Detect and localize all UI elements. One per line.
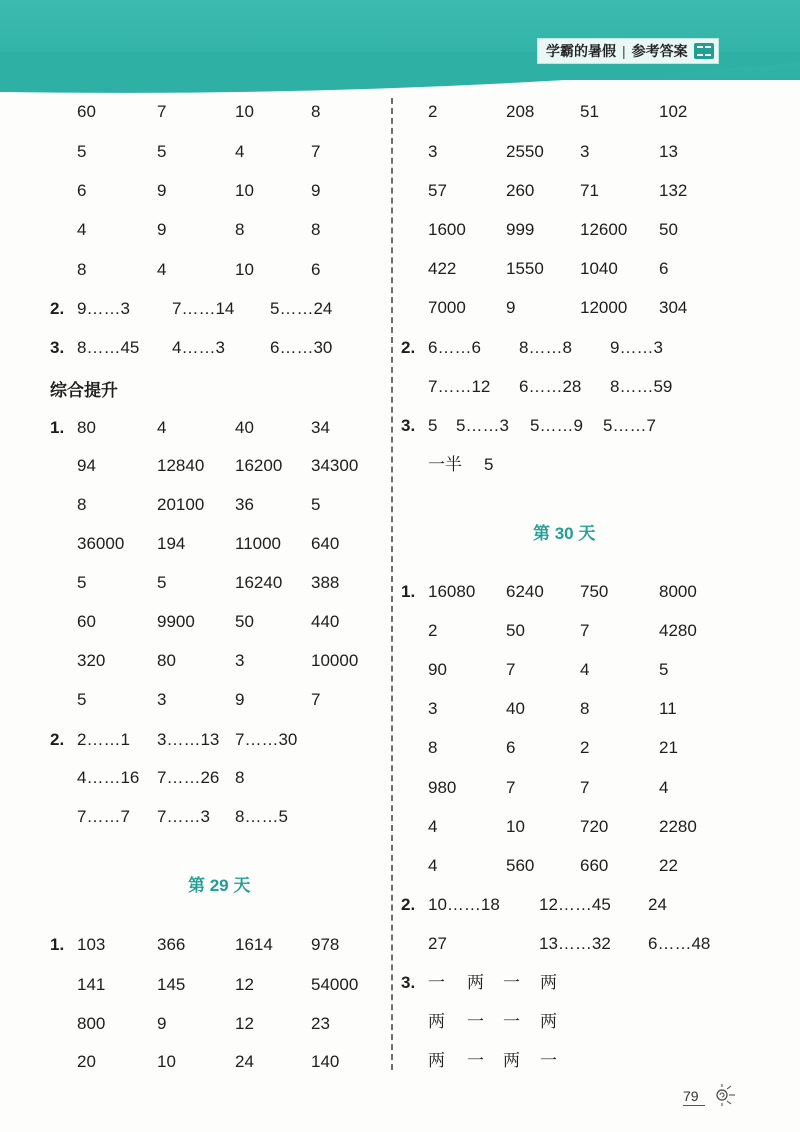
cell: 8 — [311, 220, 321, 239]
cell: 8……5 — [235, 807, 288, 826]
cell: 8 — [77, 495, 87, 514]
cell: 12600 — [580, 220, 628, 239]
cell: 141 — [77, 975, 106, 994]
cell: 4 — [77, 220, 87, 239]
day29-title: 第 29 天 — [188, 876, 251, 895]
cell: 2550 — [506, 142, 544, 161]
cell: 7000 — [428, 298, 466, 317]
cell: 2 — [428, 102, 438, 121]
cell: 9……3 — [77, 299, 130, 318]
column-divider — [391, 98, 393, 1070]
cell: 800 — [77, 1014, 106, 1033]
cell: 4 — [428, 856, 438, 875]
cell: 60 — [77, 612, 96, 631]
cell: 80 — [157, 651, 176, 670]
cell: 60 — [77, 102, 96, 121]
cell: 10 — [157, 1052, 176, 1071]
question-number: 2. — [401, 338, 416, 357]
cell: 980 — [428, 778, 457, 797]
cell: 12840 — [157, 456, 205, 475]
cell: 1040 — [580, 259, 618, 278]
cell: 304 — [659, 298, 688, 317]
cell: 16200 — [235, 456, 283, 475]
page-number: 79 — [683, 1088, 705, 1106]
cell: 366 — [157, 935, 186, 954]
question-number: 3. — [50, 338, 65, 357]
cell: 5……9 — [530, 416, 583, 435]
cell: 11000 — [235, 534, 282, 553]
cell: 7 — [506, 778, 516, 797]
cell: 6240 — [506, 582, 544, 601]
cell: 3……13 — [157, 730, 220, 749]
cell: 40 — [235, 418, 254, 437]
cell: 208 — [506, 102, 535, 121]
cell: 102 — [659, 102, 688, 121]
cell: 7……14 — [172, 299, 235, 318]
cell: 4 — [580, 660, 590, 679]
cell: 2280 — [659, 817, 697, 836]
cell: 7 — [311, 142, 321, 161]
cell: 24 — [648, 895, 667, 914]
cell: 7 — [580, 621, 590, 640]
cell: 27 — [428, 934, 447, 953]
cell: 两 — [467, 973, 484, 992]
cell: 7 — [580, 778, 590, 797]
cell: 7……12 — [428, 377, 491, 396]
cell: 5 — [77, 690, 87, 709]
cell: 16240 — [235, 573, 283, 592]
cell: 320 — [77, 651, 106, 670]
cell: 57 — [428, 181, 447, 200]
cell: 9 — [506, 298, 516, 317]
cell: 80 — [77, 418, 96, 437]
cell: 40 — [506, 699, 525, 718]
cell: 103 — [77, 935, 106, 954]
cell: 10 — [235, 260, 254, 279]
cell: 5 — [484, 455, 494, 474]
cell: 36000 — [77, 534, 125, 553]
cell: 两 — [503, 1051, 520, 1070]
cell: 5 — [157, 573, 167, 592]
cell: 两 — [428, 1051, 445, 1070]
sun-swirl-icon — [712, 1084, 738, 1106]
question-number: 2. — [50, 730, 65, 749]
cell: 4 — [428, 817, 438, 836]
header-section: 参考答案 — [631, 43, 688, 59]
cell: 50 — [506, 621, 525, 640]
cell: 12000 — [580, 298, 628, 317]
cell: 660 — [580, 856, 609, 875]
cell: 750 — [580, 582, 609, 601]
cell: 2……1 — [77, 730, 130, 749]
cell: 8 — [311, 102, 321, 121]
question-number: 2. — [401, 895, 416, 914]
cell: 两 — [540, 973, 557, 992]
cell: 4……3 — [172, 338, 225, 357]
cell: 4……16 — [77, 768, 140, 787]
cell: 一半 — [428, 455, 462, 474]
cell: 4 — [659, 778, 669, 797]
cell: 1600 — [428, 220, 466, 239]
cell: 一 — [428, 973, 445, 992]
header-separator: | — [622, 43, 626, 59]
cell: 5……7 — [603, 416, 656, 435]
cell: 12……45 — [539, 895, 611, 914]
cell: 54000 — [311, 975, 359, 994]
cell: 8 — [235, 768, 245, 787]
cell: 6 — [659, 259, 669, 278]
cell: 4 — [157, 260, 167, 279]
cell: 6……48 — [648, 934, 711, 953]
cell: 5 — [311, 495, 321, 514]
cell: 5……3 — [456, 416, 509, 435]
cell: 5……24 — [270, 299, 333, 318]
cell: 260 — [506, 181, 535, 200]
cell: 3 — [580, 142, 590, 161]
cell: 7……30 — [235, 730, 298, 749]
cell: 两 — [540, 1012, 557, 1031]
header-tag — [537, 38, 719, 64]
cell: 3 — [157, 690, 167, 709]
cell: 8 — [428, 738, 438, 757]
cell: 7 — [506, 660, 516, 679]
cell: 5 — [428, 416, 438, 435]
cell: 21 — [659, 738, 678, 757]
cell: 560 — [506, 856, 535, 875]
cell: 一 — [467, 1012, 484, 1031]
cell: 145 — [157, 975, 186, 994]
cell: 50 — [235, 612, 254, 631]
cell: 8……8 — [519, 338, 572, 357]
cell: 7……3 — [157, 807, 210, 826]
cell: 6……30 — [270, 338, 333, 357]
cell: 422 — [428, 259, 457, 278]
cell: 9900 — [157, 612, 195, 631]
cell: 3 — [235, 651, 245, 670]
cell: 9 — [157, 1014, 167, 1033]
cell: 71 — [580, 181, 599, 200]
cell: 1550 — [506, 259, 544, 278]
question-number: 1. — [50, 418, 65, 437]
cell: 6……6 — [428, 338, 481, 357]
cell: 10 — [235, 181, 254, 200]
cell: 4 — [157, 418, 167, 437]
cell: 6 — [311, 260, 321, 279]
cell: 5 — [77, 573, 87, 592]
cell: 20100 — [157, 495, 205, 514]
question-number: 3. — [401, 973, 416, 992]
cell: 一 — [503, 973, 520, 992]
cell: 7……7 — [77, 807, 130, 826]
cell: 388 — [311, 573, 340, 592]
question-number: 2. — [50, 299, 65, 318]
cell: 8……59 — [610, 377, 673, 396]
cell: 132 — [659, 181, 688, 200]
cell: 9 — [157, 181, 167, 200]
zonghe-heading: 综合提升 — [50, 381, 118, 400]
cell: 10 — [235, 102, 254, 121]
cell: 一 — [503, 1012, 520, 1031]
cell: 194 — [157, 534, 186, 553]
cell: 22 — [659, 856, 678, 875]
book-icon — [694, 43, 714, 59]
cell: 8 — [77, 260, 87, 279]
question-number: 3. — [401, 416, 416, 435]
cell: 440 — [311, 612, 340, 631]
cell: 8000 — [659, 582, 697, 601]
cell: 34 — [311, 418, 330, 437]
cell: 720 — [580, 817, 609, 836]
cell: 20 — [77, 1052, 96, 1071]
cell: 999 — [506, 220, 535, 239]
cell: 23 — [311, 1014, 330, 1033]
cell: 24 — [235, 1052, 254, 1071]
cell: 50 — [659, 220, 678, 239]
cell: 一 — [540, 1051, 557, 1070]
cell: 7 — [157, 102, 167, 121]
cell: 12 — [235, 975, 254, 994]
cell: 7……26 — [157, 768, 220, 787]
cell: 12 — [235, 1014, 254, 1033]
cell: 90 — [428, 660, 447, 679]
cell: 140 — [311, 1052, 340, 1071]
cell: 2 — [580, 738, 590, 757]
day30-title: 第 30 天 — [533, 524, 596, 543]
cell: 9……3 — [610, 338, 663, 357]
book-title: 学霸的暑假 — [546, 43, 616, 59]
cell: 13 — [659, 142, 678, 161]
cell: 8 — [580, 699, 590, 718]
cell: 6……28 — [519, 377, 582, 396]
cell: 4 — [235, 142, 245, 161]
cell: 51 — [580, 102, 599, 121]
cell: 2 — [428, 621, 438, 640]
cell: 5 — [659, 660, 669, 679]
cell: 13……32 — [539, 934, 611, 953]
cell: 10000 — [311, 651, 359, 670]
cell: 3 — [428, 142, 438, 161]
cell: 10……18 — [428, 895, 500, 914]
cell: 1614 — [235, 935, 273, 954]
cell: 640 — [311, 534, 340, 553]
cell: 9 — [235, 690, 245, 709]
cell: 8……45 — [77, 338, 140, 357]
cell: 4280 — [659, 621, 697, 640]
question-number: 1. — [50, 935, 65, 954]
cell: 36 — [235, 495, 254, 514]
cell: 9 — [157, 220, 167, 239]
cell: 16080 — [428, 582, 476, 601]
cell: 5 — [77, 142, 87, 161]
cell: 3 — [428, 699, 438, 718]
cell: 两 — [428, 1012, 445, 1031]
cell: 8 — [235, 220, 245, 239]
cell: 一 — [467, 1051, 484, 1070]
cell: 978 — [311, 935, 340, 954]
cell: 11 — [659, 699, 677, 718]
question-number: 1. — [401, 582, 416, 601]
cell: 94 — [77, 456, 96, 475]
cell: 6 — [77, 181, 87, 200]
cell: 6 — [506, 738, 516, 757]
cell: 5 — [157, 142, 167, 161]
cell: 9 — [311, 181, 321, 200]
cell: 10 — [506, 817, 525, 836]
cell: 7 — [311, 690, 321, 709]
cell: 34300 — [311, 456, 359, 475]
